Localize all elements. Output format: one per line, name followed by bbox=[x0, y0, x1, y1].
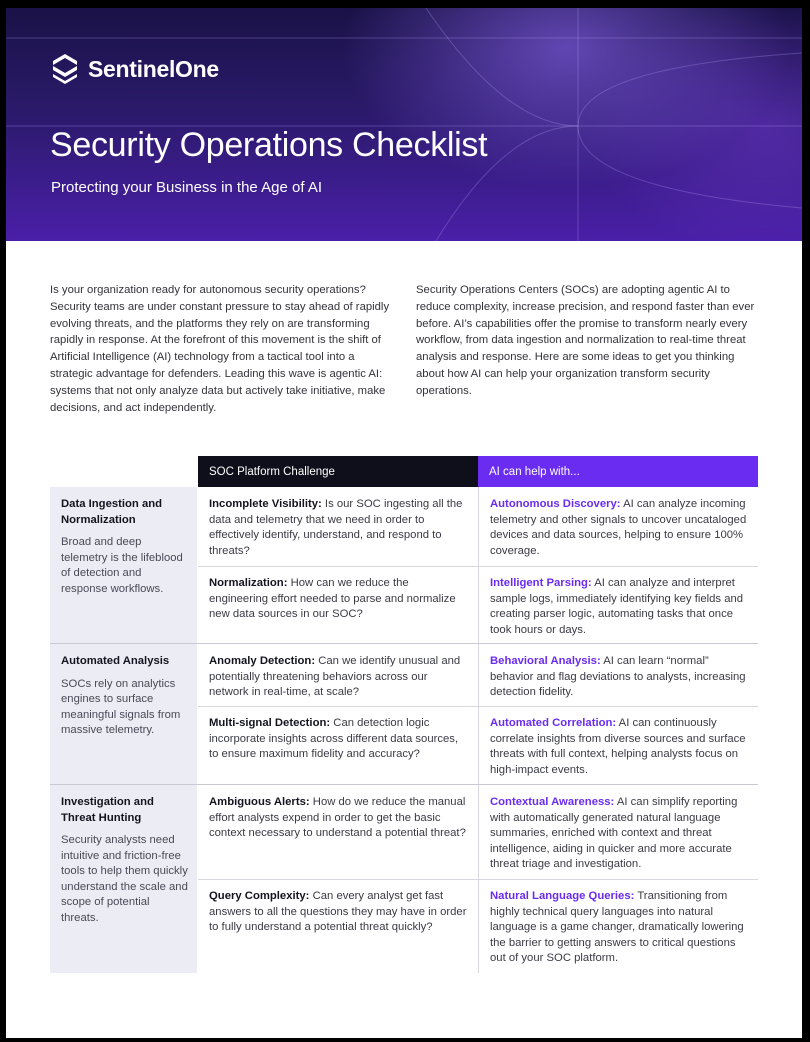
decorative-grid-lines bbox=[6, 8, 802, 241]
ai-label: Contextual Awareness: bbox=[490, 796, 615, 808]
column-header-ai: AI can help with... bbox=[478, 456, 758, 487]
challenge-text: Can we identify unusual and potentially threatening behaviors across our network in real-time, at scale? bbox=[209, 655, 461, 699]
hero-banner bbox=[6, 8, 802, 241]
intro-paragraph-left: Is your organization ready for autonomous security operations? Security teams are under constant pressure to stay ahead of rapidly evolving threats, and the platforms they rely on are transforming rapidly in response. At the forefront of this movement is the shift of Artificial Intelligence (AI) technology from a tactical tool into a strategic advantage for defenders. Leading this wave is agentic AI: systems that not only analyze data but actively take initiative, make decisions, and act independently. bbox=[50, 284, 390, 414]
ai-text: Transitioning from highly technical query languages into natural language is a game changer, dramatically lowering the barrier to getting answers to critical questions out of your SOC platform. bbox=[490, 890, 744, 965]
ai-label: Intelligent Parsing: bbox=[490, 577, 592, 589]
sentinelone-logo bbox=[50, 52, 219, 86]
challenge-label: Incomplete Visibility: bbox=[209, 498, 322, 510]
ai-text: AI can analyze incoming telemetry and other signals to uncover uncataloged devices and data sources, helping to ensure 100% coverage. bbox=[490, 498, 747, 557]
challenge-label: Query Complexity: bbox=[209, 890, 310, 902]
ai-label: Behavioral Analysis: bbox=[490, 655, 601, 667]
challenge-cell bbox=[198, 644, 478, 706]
challenge-text: Is our SOC ingesting all the data and telemetry that we need in order to effectively identify, understand, and respond to threats? bbox=[209, 498, 463, 557]
challenge-text: How can we reduce the engineering effort needed to parse and normalize new data sources in our SOC? bbox=[209, 577, 456, 621]
ai-text: AI can learn “normal” behavior and flag deviations to analysts, increasing detection fidelity. bbox=[490, 655, 746, 699]
challenge-label: Normalization: bbox=[209, 577, 288, 589]
ai-label: Autonomous Discovery: bbox=[490, 498, 621, 510]
challenge-text: How do we reduce the manual effort analysts expend in order to get the basic context necessary to understand a potential threat? bbox=[209, 796, 466, 840]
challenge-label: Ambiguous Alerts: bbox=[209, 796, 310, 808]
challenge-text: Can every analyst get fast answers to all the questions they may have in order to fully understand a potential threat quickly? bbox=[209, 890, 467, 934]
ai-cell bbox=[478, 785, 758, 879]
ai-cell bbox=[478, 879, 758, 973]
ai-cell bbox=[478, 487, 758, 566]
ai-cell bbox=[478, 644, 758, 706]
challenge-label: Anomaly Detection: bbox=[209, 655, 316, 667]
group-description: SOCs rely on analytics engines to surface meaningful signals from massive telemetry. bbox=[61, 677, 181, 736]
challenge-text: Can detection logic incorporate insights across different data sources, to ensure maximum fidelity and accuracy? bbox=[209, 717, 459, 761]
challenge-cell bbox=[198, 706, 478, 784]
page-subtitle: Protecting your Business in the Age of AI bbox=[51, 179, 322, 196]
ai-label: Automated Correlation: bbox=[490, 717, 617, 729]
document-page bbox=[6, 8, 802, 1038]
group-cell bbox=[50, 487, 197, 643]
sentinelone-logo-icon bbox=[50, 52, 80, 86]
challenge-cell bbox=[198, 785, 478, 879]
ai-label: Natural Language Queries: bbox=[490, 890, 635, 902]
challenge-cell bbox=[198, 879, 478, 973]
group-description: Security analysts need intuitive and friction-free tools to help them quickly understand the scale and scope of potential threats. bbox=[61, 834, 188, 924]
group-title: Data Ingestion and Normalization bbox=[61, 498, 163, 526]
brand-name: SentinelOne bbox=[88, 55, 219, 82]
ai-text: AI can analyze and interpret sample logs, immediately identifying key fields and creating parser logic, automating tasks that once took hours or days. bbox=[490, 577, 744, 636]
column-header-challenge: SOC Platform Challenge bbox=[198, 456, 478, 487]
page-title: Security Operations Checklist bbox=[50, 126, 488, 164]
group-title: Investigation and Threat Hunting bbox=[61, 796, 154, 824]
ai-cell bbox=[478, 706, 758, 784]
intro-paragraph-right: Security Operations Centers (SOCs) are adopting agentic AI to reduce complexity, increase precision, and respond faster than ever before. AI’s capabilities offer the promise to transform nearly every workflow, from data ingestion and normalization to real-time threat analysis and response. Here are some ideas to get you thinking about how AI can help your organization transform security operations. bbox=[416, 284, 755, 397]
group-cell bbox=[50, 785, 197, 973]
challenge-cell bbox=[198, 487, 478, 566]
ai-text: AI can continuously correlate insights from diverse sources and surface threats with full context, helping analysts focus on high-impact events. bbox=[490, 717, 746, 776]
group-description: Broad and deep telemetry is the lifeblood of detection and response workflows. bbox=[61, 536, 183, 595]
ai-text: AI can simplify reporting with automatically generated natural language summaries, enriched with context and threat intelligence, aiding in quicker and more accurate threat triage and investigation. bbox=[490, 796, 738, 871]
ai-cell bbox=[478, 566, 758, 643]
challenge-label: Multi-signal Detection: bbox=[209, 717, 331, 729]
group-cell bbox=[50, 644, 197, 784]
challenge-cell bbox=[198, 566, 478, 643]
group-title: Automated Analysis bbox=[61, 655, 170, 667]
